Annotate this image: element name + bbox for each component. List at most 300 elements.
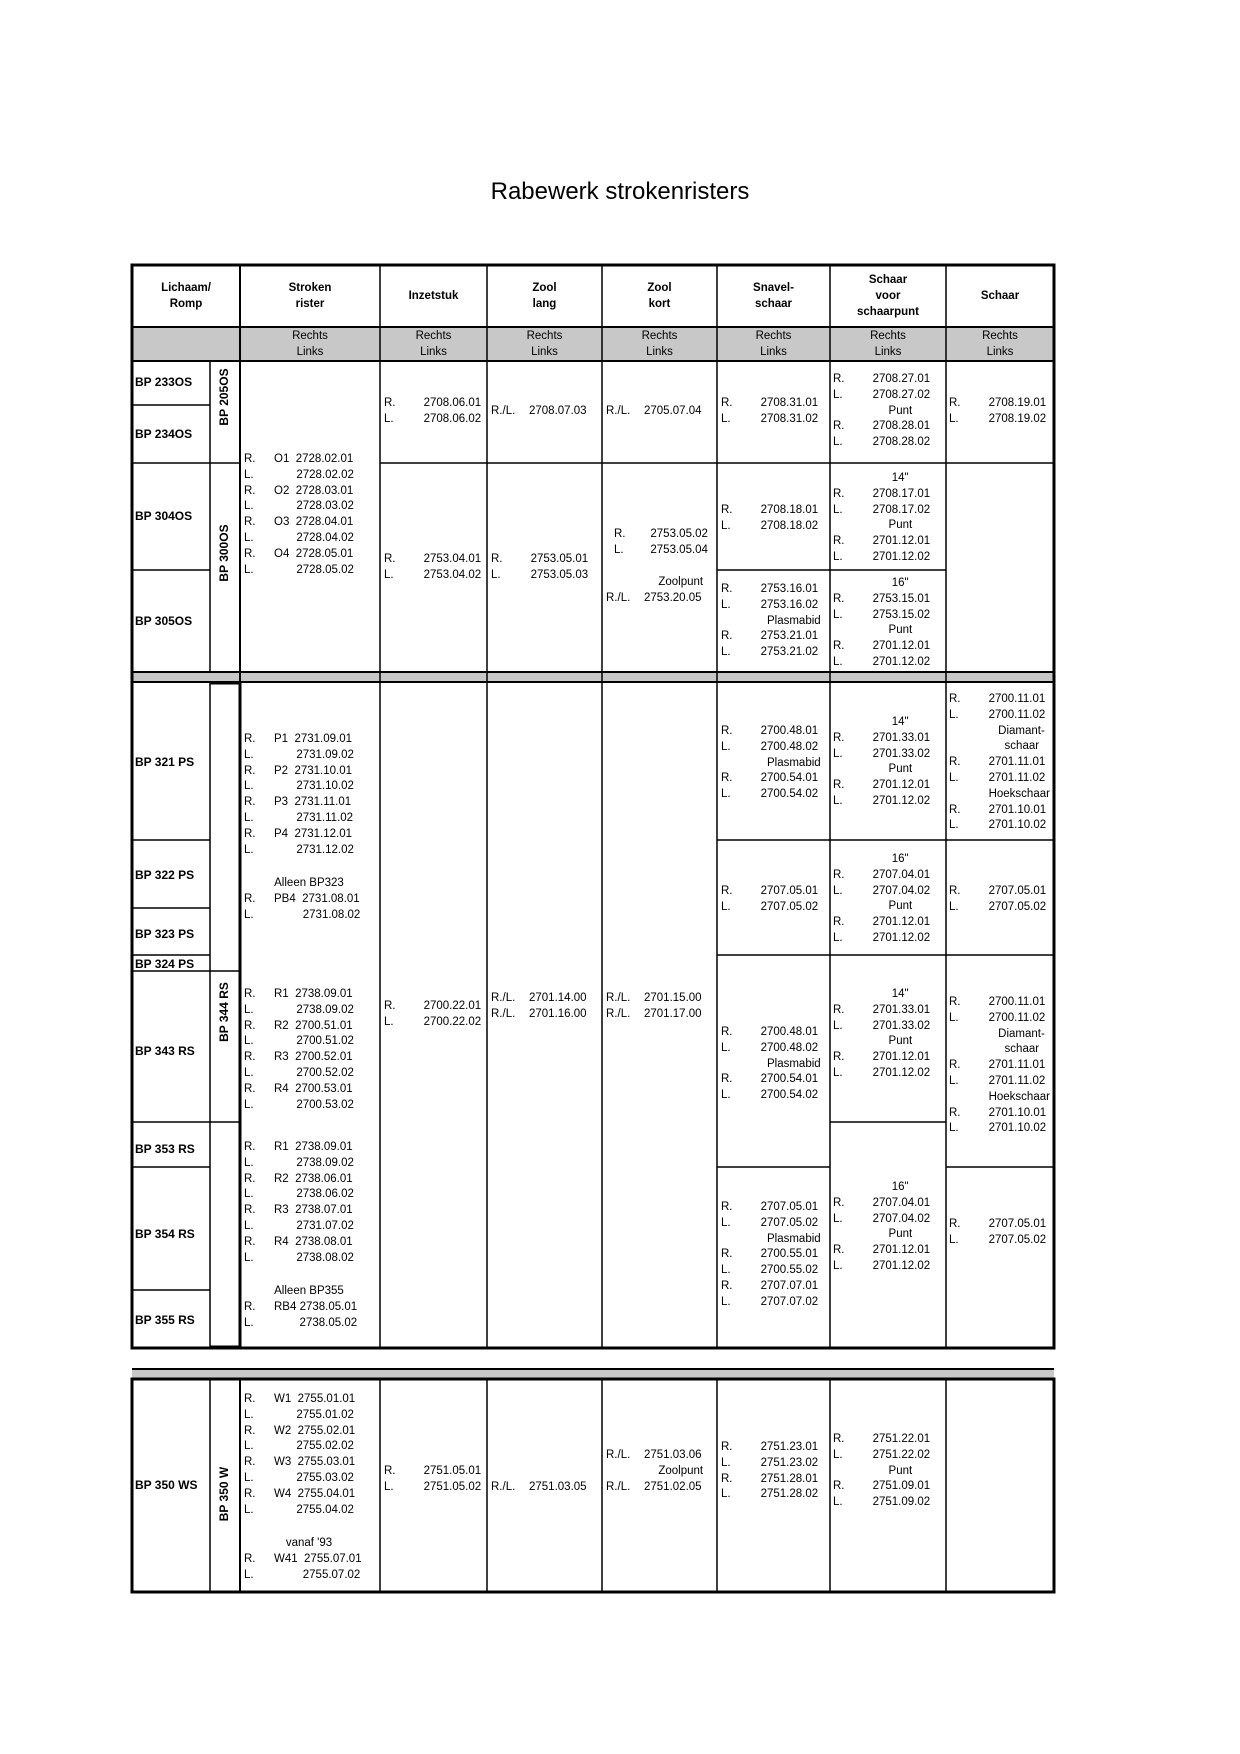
- cell-stroken-s2a: [244, 732, 374, 858]
- cell-side: R.: [244, 1424, 256, 1437]
- cell-side: R.: [384, 553, 396, 565]
- cell-side: L.: [949, 819, 959, 832]
- cell-line: [721, 1025, 829, 1041]
- cell-line: [244, 779, 374, 795]
- cell-schaarvoor-s1a: [833, 372, 945, 451]
- cell-value: W4 2755.04.01: [274, 1487, 356, 1500]
- cell-side: L.: [244, 1219, 254, 1232]
- cell-side: R.: [833, 592, 845, 605]
- cell-side: L.: [244, 1003, 254, 1016]
- sub-rechts: Rechts: [982, 330, 1018, 342]
- cell-value: 2753.15.01: [863, 592, 931, 605]
- cell-value: P1 2731.09.01: [274, 733, 353, 745]
- cell-value: 2755.01.02: [274, 1408, 354, 1421]
- cell-line: [949, 818, 1053, 834]
- cell-value: 2700.48.02: [751, 1041, 819, 1054]
- cell-value: 2751.03.06: [644, 1449, 702, 1461]
- cell-side: L.: [244, 1156, 254, 1169]
- cell-side: R.: [244, 484, 256, 497]
- cell-side: R.: [244, 1235, 256, 1248]
- cell-side: [721, 614, 751, 630]
- cell-schaarvoor-s1b2: [833, 576, 945, 671]
- cell-side: L.: [244, 1188, 254, 1201]
- cell-side: R.: [949, 397, 961, 409]
- cell-line: [833, 731, 945, 747]
- sub-links: Links: [646, 346, 673, 358]
- cell-line: [949, 1090, 1053, 1106]
- cell-side: R.: [244, 516, 256, 529]
- subheader-inzetstuk: [380, 328, 487, 360]
- cell-line: [833, 987, 945, 1003]
- cell-value: 2708.27.02: [863, 388, 931, 401]
- cell-line: [721, 1088, 829, 1104]
- header-line: Inzetstuk: [408, 290, 459, 302]
- cell-value: 2701.33.02: [863, 747, 931, 760]
- cell-side: L.: [384, 1480, 394, 1493]
- cell-stroken-s3-note: vanaf '93: [285, 1537, 333, 1549]
- cell-value: RB4 2738.05.01: [274, 1301, 358, 1313]
- cell-stroken-s3b: [244, 1552, 374, 1584]
- cell-line: [721, 396, 829, 412]
- cell-line: [721, 771, 829, 787]
- cell-line: [833, 576, 945, 592]
- sub-links: Links: [986, 346, 1014, 358]
- cell-side: L.: [721, 1488, 731, 1501]
- header-line: schaarpunt: [857, 306, 919, 318]
- cell-side: R.: [949, 693, 961, 705]
- cell-line: [833, 404, 945, 420]
- cell-value: 2753.05.02: [644, 528, 708, 540]
- cell-value: W2 2755.02.01: [274, 1424, 356, 1437]
- cell-line: [833, 852, 945, 868]
- group-bp205os: BP 205OS: [217, 368, 231, 426]
- cell-line: [833, 435, 945, 451]
- cell-value: schaar: [979, 1043, 1040, 1056]
- cell-side: R./L.: [606, 1449, 631, 1461]
- cell-line: [244, 1487, 374, 1503]
- cell-side: R.: [614, 528, 626, 540]
- cell-schaarvoor-s2b1: [833, 987, 945, 1082]
- cell-value: 2753.05.03: [521, 568, 589, 581]
- cell-value: 2708.07.03: [529, 405, 587, 417]
- cell-line: [833, 1050, 945, 1066]
- cell-line: [244, 1424, 374, 1440]
- cell-side: R.: [949, 803, 961, 816]
- cell-value: 2701.16.00: [529, 1007, 587, 1020]
- cell-schaarvoor-s2b2: [833, 1180, 945, 1275]
- cell-schaarvoor-s2a2: [833, 852, 945, 947]
- cell-side: R.: [833, 1244, 845, 1257]
- cell-line: [244, 531, 374, 547]
- cell-zoolkort-s2: [606, 991, 716, 1023]
- sub-links: Links: [296, 346, 324, 358]
- cell-line: [949, 396, 1053, 412]
- cell-value: 2700.54.01: [751, 772, 819, 785]
- header-inzetstuk: [380, 288, 487, 304]
- header-stroken: [240, 280, 380, 312]
- cell-stroken-s3: [244, 1392, 374, 1518]
- cell-side: L.: [721, 412, 731, 425]
- cell-line: [721, 614, 829, 630]
- cell-line: [833, 1479, 945, 1495]
- cell-side: R.: [244, 547, 256, 560]
- cell-inzet-s3: [384, 1464, 484, 1496]
- cell-side: [833, 576, 863, 592]
- cell-line: [833, 778, 945, 794]
- cell-side: L.: [244, 908, 254, 921]
- sub-rechts: Rechts: [870, 330, 906, 342]
- cell-value: 2701.10.01: [979, 803, 1047, 816]
- header-lichaam: [132, 280, 240, 312]
- cell-line: [833, 639, 945, 655]
- cell-side: [833, 715, 863, 731]
- cell-value: 2707.05.02: [979, 1233, 1047, 1246]
- cell-side: L.: [949, 708, 959, 721]
- cell-side: R.: [244, 1141, 256, 1153]
- cell-value: 2707.05.02: [751, 1216, 819, 1229]
- cell-side: L.: [833, 1019, 843, 1032]
- cell-line: [244, 1172, 374, 1188]
- cell-side: [833, 852, 863, 868]
- cell-line: [721, 900, 829, 916]
- cell-side: R.: [949, 1218, 961, 1230]
- header-line: Schaar: [980, 290, 1020, 302]
- cell-side: L.: [833, 931, 843, 944]
- cell-value: 2700.52.02: [274, 1066, 354, 1079]
- cell-line: [606, 591, 716, 607]
- cell-side: [721, 1232, 751, 1248]
- cell-line: [949, 1058, 1053, 1074]
- model-bp323ps: BP 323 PS: [135, 927, 195, 941]
- header-snavel: [717, 280, 830, 312]
- cell-value: R1 2738.09.01: [274, 988, 353, 1000]
- cell-value: 2701.10.02: [979, 819, 1047, 832]
- cell-side: [833, 762, 863, 778]
- cell-side: L.: [833, 608, 843, 621]
- cell-line: [244, 1219, 374, 1235]
- cell-line: [244, 892, 374, 908]
- cell-line: [244, 1203, 374, 1219]
- cell-side: R.: [244, 733, 256, 745]
- cell-value: 2753.16.02: [751, 598, 819, 611]
- cell-value: Zoolpunt: [636, 576, 704, 588]
- cell-snavel-s2a2: [721, 884, 829, 916]
- cell-value: 16": [863, 1181, 909, 1193]
- cell-line: [833, 1464, 945, 1480]
- cell-line: [833, 503, 945, 519]
- cell-value: 2708.28.02: [863, 436, 931, 449]
- cell-side: R.: [384, 1465, 396, 1477]
- cell-line: [244, 843, 374, 859]
- cell-side: [833, 404, 863, 420]
- cell-side: R./L.: [606, 1480, 631, 1493]
- cell-line: [244, 1187, 374, 1203]
- cell-snavel-s2b1: [721, 1025, 829, 1104]
- cell-side: L.: [244, 1408, 254, 1421]
- cell-zoollang-s2: [491, 991, 601, 1023]
- cell-value: 2701.33.01: [863, 1003, 931, 1016]
- cell-line: [244, 908, 374, 924]
- cell-value: 2753.04.02: [414, 568, 482, 581]
- cell-value: 2700.54.01: [751, 1073, 819, 1086]
- cell-schaar-s2a2: [949, 884, 1053, 916]
- cell-line: [833, 1432, 945, 1448]
- cell-value: 16": [863, 853, 909, 865]
- cell-side: L.: [949, 1233, 959, 1246]
- cell-value: 2707.05.02: [979, 900, 1047, 913]
- cell-value: 2700.48.01: [751, 1026, 819, 1038]
- cell-side: R.: [833, 1196, 845, 1209]
- subheader-schaar: [946, 328, 1054, 360]
- cell-side: R.: [833, 779, 845, 792]
- cell-value: 2738.08.02: [274, 1251, 354, 1264]
- cell-value: 2731.07.02: [274, 1219, 354, 1232]
- cell-side: [833, 1464, 863, 1480]
- cell-line: [244, 484, 374, 500]
- cell-line: [833, 899, 945, 915]
- cell-side: [833, 518, 863, 534]
- cell-value: Plasmabid: [751, 614, 821, 627]
- cell-side: R.: [833, 640, 845, 653]
- cell-value: 2753.21.02: [751, 646, 819, 659]
- cell-line: [244, 1235, 374, 1251]
- cell-value: 2701.14.00: [529, 992, 587, 1004]
- cell-side: L.: [384, 1015, 394, 1028]
- cell-value: 2707.04.01: [863, 868, 931, 881]
- cell-value: 2753.05.01: [521, 553, 589, 565]
- model-bp304os: BP 304OS: [135, 509, 193, 523]
- cell-snavel-s1b2: [721, 582, 829, 661]
- cell-value: 2708.17.02: [863, 503, 931, 516]
- cell-line: [721, 1263, 829, 1279]
- cell-value: 2751.05.01: [414, 1465, 482, 1477]
- cell-side: L.: [244, 531, 254, 544]
- cell-value: 2701.12.02: [863, 655, 931, 668]
- cell-line: [721, 1472, 829, 1488]
- cell-value: Plasmabid: [751, 756, 821, 769]
- model-bp355rs: BP 355 RS: [135, 1313, 195, 1327]
- cell-side: [833, 899, 863, 915]
- cell-line: [721, 756, 829, 772]
- cell-value: 2751.03.05: [529, 1481, 587, 1493]
- header-line: schaar: [754, 298, 793, 310]
- header-line: Snavel-: [753, 282, 794, 294]
- cell-line: [949, 884, 1053, 900]
- cell-line: [833, 592, 945, 608]
- cell-value: 2701.12.02: [863, 1066, 931, 1079]
- cell-value: 2708.17.01: [863, 487, 931, 500]
- header-line: Romp: [169, 298, 203, 310]
- cell-value: R1 2738.09.01: [274, 1141, 353, 1153]
- cell-side: L.: [244, 1503, 254, 1516]
- cell-value: 2751.09.01: [863, 1480, 931, 1493]
- cell-line: [721, 1200, 829, 1216]
- cell-value: 14": [863, 988, 909, 1000]
- cell-side: L.: [244, 1316, 254, 1329]
- cell-value: 2707.04.02: [863, 1212, 931, 1225]
- cell-value: 2751.22.02: [863, 1448, 931, 1461]
- cell-line: [833, 747, 945, 763]
- cell-line: [721, 1440, 829, 1456]
- cell-value: 2701.12.01: [863, 1244, 931, 1257]
- cell-value: 2738.09.02: [274, 1003, 354, 1016]
- cell-side: [833, 1180, 863, 1196]
- cell-side: L.: [244, 1440, 254, 1453]
- cell-line: [833, 1196, 945, 1212]
- sub-rechts: Rechts: [755, 330, 792, 342]
- cell-line: [244, 827, 374, 843]
- cell-line: [244, 1050, 374, 1066]
- cell-value: Diamant-: [979, 724, 1045, 737]
- cell-value: 2751.23.01: [751, 1441, 819, 1453]
- header-line: Zool: [532, 282, 557, 294]
- cell-side: R.: [833, 916, 845, 929]
- cell-line: [491, 568, 601, 584]
- cell-value: 2708.27.01: [863, 373, 931, 385]
- cell-value: 2708.31.01: [751, 397, 819, 409]
- cell-value: 2700.54.02: [751, 788, 819, 801]
- cell-value: 2701.12.02: [863, 1259, 931, 1272]
- cell-side: R.: [721, 397, 733, 409]
- cell-side: L.: [721, 598, 731, 611]
- cell-value: 2738.05.02: [274, 1316, 358, 1329]
- cell-side: R.: [721, 1026, 733, 1038]
- cell-value: 2700.11.02: [979, 1011, 1046, 1024]
- cell-value: 2701.12.01: [863, 1051, 931, 1064]
- cell-side: L.: [244, 1035, 254, 1048]
- cell-line: [244, 795, 374, 811]
- cell-value: 2707.05.01: [751, 1201, 819, 1213]
- cell-value: 2701.12.02: [863, 550, 931, 563]
- cell-side: R.: [244, 764, 256, 777]
- cell-side: R.: [833, 1051, 845, 1064]
- subheader-schaar-voor: [830, 328, 946, 360]
- cell-line: [721, 582, 829, 598]
- cell-line: [833, 794, 945, 810]
- cell-side: L.: [721, 519, 731, 532]
- cell-line: [244, 563, 374, 579]
- cell-side: L.: [244, 1568, 254, 1581]
- cell-value: 2751.22.01: [863, 1433, 931, 1445]
- model-bp350ws: BP 350 WS: [135, 1478, 198, 1492]
- cell-line: [244, 764, 374, 780]
- cell-line: [384, 552, 484, 568]
- cell-line: [949, 771, 1053, 787]
- cell-side: L.: [833, 655, 843, 668]
- cell-value: 2701.12.01: [863, 916, 931, 929]
- cell-value: 14": [863, 716, 909, 728]
- cell-side: R.: [244, 827, 256, 840]
- cell-line: [244, 987, 374, 1003]
- cell-value: 2755.02.02: [274, 1440, 354, 1453]
- cell-line: [244, 1082, 374, 1098]
- cell-line: [244, 1156, 374, 1172]
- cell-side: [949, 1090, 979, 1106]
- cell-value: Hoekschaar: [979, 1090, 1050, 1103]
- cell-value: 2700.48.02: [751, 740, 819, 753]
- cell-side: L.: [244, 811, 254, 824]
- cell-line: [833, 518, 945, 534]
- cell-line: [384, 568, 484, 584]
- cell-value: 2753.16.01: [751, 583, 819, 595]
- cell-line: [833, 868, 945, 884]
- cell-side: R.: [721, 725, 733, 737]
- cell-line: [833, 623, 945, 639]
- cell-value: 2701.11.02: [979, 771, 1046, 784]
- cell-value: 2753.20.05: [644, 591, 702, 604]
- cell-side: L.: [833, 1448, 843, 1461]
- cell-zoollang-s3: [491, 1480, 601, 1496]
- cell-line: [721, 1295, 829, 1311]
- cell-line: [721, 740, 829, 756]
- cell-side: L.: [721, 1089, 731, 1102]
- cell-line: [949, 995, 1053, 1011]
- cell-value: Zoolpunt: [636, 1464, 704, 1477]
- cell-schaar-s1a: [949, 396, 1053, 428]
- cell-line: [721, 598, 829, 614]
- cell-side: R.: [833, 420, 845, 433]
- cell-side: L.: [244, 468, 254, 481]
- cell-line: [606, 404, 716, 420]
- sub-rechts: Rechts: [641, 330, 678, 342]
- cell-value: O2 2728.03.01: [274, 484, 354, 497]
- cell-value: 2700.22.02: [414, 1015, 482, 1028]
- cell-zoollang-s1b: [491, 552, 601, 584]
- cell-value: Diamant-: [979, 1027, 1045, 1040]
- cell-value: 2700.51.02: [274, 1035, 354, 1048]
- cell-value: 2731.10.02: [274, 780, 354, 793]
- cell-zoollang-s1a: [491, 404, 601, 420]
- cell-side: R.: [949, 996, 961, 1008]
- cell-line: [833, 419, 945, 435]
- cell-value: 2701.11.01: [979, 1059, 1046, 1072]
- cell-value: 2708.28.01: [863, 420, 931, 433]
- cell-line: [721, 1232, 829, 1248]
- cell-side: L.: [833, 388, 843, 401]
- cell-line: [949, 739, 1053, 755]
- cell-value: 2728.05.02: [274, 563, 354, 576]
- cell-side: L.: [721, 788, 731, 801]
- cell-value: 2701.12.01: [863, 640, 931, 653]
- cell-line: [244, 1316, 374, 1332]
- header-schaar: [946, 288, 1054, 304]
- cell-value: 2738.09.02: [274, 1156, 354, 1169]
- cell-side: R.: [244, 1553, 256, 1565]
- cell-side: L.: [949, 1011, 959, 1024]
- cell-line: [721, 1072, 829, 1088]
- cell-value: 2701.12.02: [863, 794, 931, 807]
- cell-side: R.: [721, 1279, 733, 1292]
- cell-side: L.: [244, 1066, 254, 1079]
- cell-value: 2707.07.02: [751, 1295, 819, 1308]
- cell-side: L.: [721, 740, 731, 753]
- cell-stroken-s2a2: [244, 892, 374, 924]
- cell-line: [614, 543, 714, 559]
- cell-side: R.: [244, 1487, 256, 1500]
- header-zool-lang: [487, 280, 602, 312]
- cell-line: [833, 1212, 945, 1228]
- cell-value: 2707.05.02: [751, 900, 819, 913]
- cell-side: R.: [721, 1441, 733, 1453]
- cell-line: [244, 732, 374, 748]
- cell-value: 2755.03.02: [274, 1471, 354, 1484]
- cell-side: [949, 724, 979, 740]
- cell-value: 2753.04.01: [414, 553, 482, 565]
- cell-side: L.: [721, 1456, 731, 1469]
- cell-line: [949, 1233, 1053, 1249]
- cell-value: 2701.15.00: [644, 992, 702, 1004]
- cell-side: R./L.: [491, 1007, 516, 1020]
